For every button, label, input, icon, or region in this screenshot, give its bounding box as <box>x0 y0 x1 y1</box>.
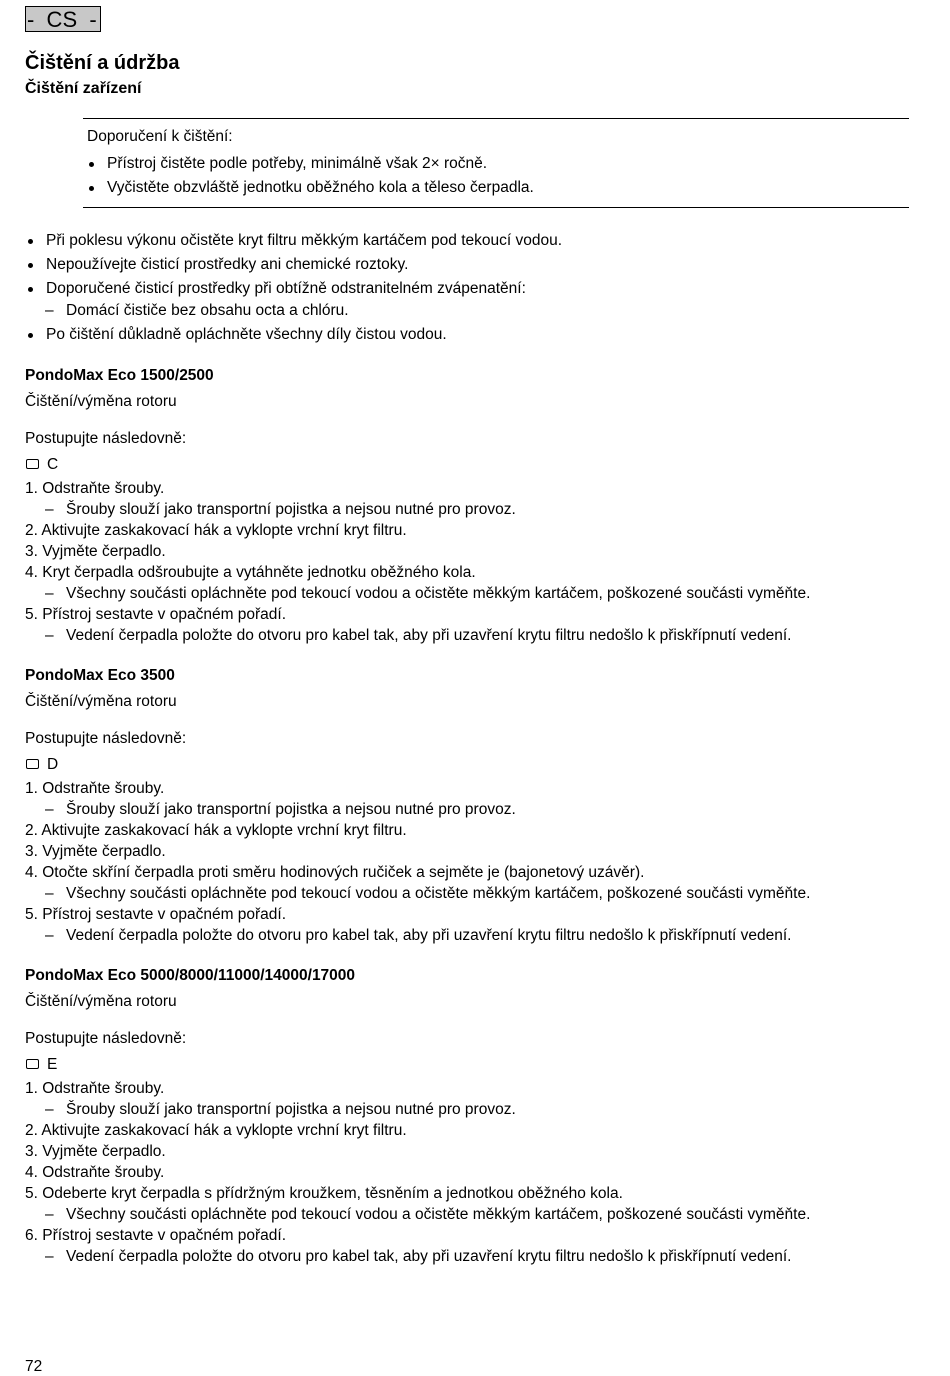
procedure-step: 4. Odstraňte šrouby. <box>25 1164 165 1181</box>
page-subtitle: Čištění zařízení <box>25 80 142 97</box>
procedure-step: 3. Vyjměte čerpadlo. <box>25 1143 166 1160</box>
procedure-note: Všechny součásti opláchněte pod tekoucí vodou a očistěte měkkým kartáčem, poškozené součásti vyměňte. <box>66 885 811 902</box>
procedure-step: 1. Odstraňte šrouby. <box>25 480 165 497</box>
procedure-step: 4. Otočte skříní čerpadla proti směru hodinových ručiček a sejměte je (bajonetový uzávěr). <box>25 864 645 881</box>
procedure-intro: Postupujte následovně: <box>25 1030 187 1047</box>
procedure-note: Vedení čerpadla položte do otvoru pro kabel tak, aby při uzavření krytu filtru nedošlo k přiskřípnutí vedení. <box>66 1248 792 1265</box>
general-bullet: Doporučené čisticí prostředky při obtížně odstranitelném zvápenatění: <box>46 280 526 297</box>
procedure-step: 5. Přístroj sestavte v opačném pořadí. <box>25 906 287 923</box>
procedure-step: 2. Aktivujte zaskakovací hák a vyklopte vrchní kryt filtru. <box>25 822 407 839</box>
dash-marker: – <box>45 1206 54 1223</box>
procedure-step: 5. Přístroj sestavte v opačném pořadí. <box>25 606 287 623</box>
section-subheading: Čištění/výměna rotoru <box>25 993 177 1010</box>
section-model-heading: PondoMax Eco 3500 <box>25 667 175 684</box>
recommendation-bullet: Přístroj čistěte podle potřeby, minimálně však 2× ročně. <box>107 155 488 172</box>
recommendation-bullet: Vyčistěte obzvláště jednotku oběžného kola a těleso čerpadla. <box>107 179 534 196</box>
figure-reference-label: C <box>47 456 59 473</box>
procedure-step: 3. Vyjměte čerpadlo. <box>25 543 166 560</box>
procedure-step: 2. Aktivujte zaskakovací hák a vyklopte vrchní kryt filtru. <box>25 1122 407 1139</box>
dash-marker: – <box>45 302 54 319</box>
section-model-heading: PondoMax Eco 5000/8000/11000/14000/17000 <box>25 967 356 984</box>
procedure-intro: Postupujte následovně: <box>25 430 187 447</box>
procedure-step: 1. Odstraňte šrouby. <box>25 1080 165 1097</box>
page-number: 72 <box>25 1358 43 1375</box>
figure-reference-icon <box>26 1059 39 1069</box>
dash-marker: – <box>45 885 54 902</box>
page-title: Čištění a údržba <box>25 52 180 74</box>
recommendation-heading: Doporučení k čištění: <box>87 128 233 145</box>
procedure-intro: Postupujte následovně: <box>25 730 187 747</box>
recommendation-top-rule <box>83 118 909 119</box>
dash-marker: – <box>45 1248 54 1265</box>
general-bullet: Po čištění důkladně opláchněte všechny díly čistou vodou. <box>46 326 447 343</box>
procedure-step: 2. Aktivujte zaskakovací hák a vyklopte vrchní kryt filtru. <box>25 522 407 539</box>
section-subheading: Čištění/výměna rotoru <box>25 693 177 710</box>
procedure-step: 4. Kryt čerpadla odšroubujte a vytáhněte jednotku oběžného kola. <box>25 564 476 581</box>
figure-reference-icon <box>26 459 39 469</box>
section-subheading: Čištění/výměna rotoru <box>25 393 177 410</box>
procedure-step: 3. Vyjměte čerpadlo. <box>25 843 166 860</box>
procedure-step: 5. Odeberte kryt čerpadla s přídržným kroužkem, těsněním a jednotkou oběžného kola. <box>25 1185 623 1202</box>
figure-reference-icon <box>26 759 39 769</box>
figure-reference-label: E <box>47 1056 58 1073</box>
general-bullet: Nepoužívejte čisticí prostředky ani chemické roztoky. <box>46 256 409 273</box>
procedure-step: 6. Přístroj sestavte v opačném pořadí. <box>25 1227 287 1244</box>
procedure-note: Vedení čerpadla položte do otvoru pro kabel tak, aby při uzavření krytu filtru nedošlo k přiskřípnutí vedení. <box>66 927 792 944</box>
dash-marker: – <box>45 927 54 944</box>
dash-marker: – <box>45 1101 54 1118</box>
procedure-step: 1. Odstraňte šrouby. <box>25 780 165 797</box>
dash-marker: – <box>45 585 54 602</box>
procedure-note: Šrouby slouží jako transportní pojistka a nejsou nutné pro provoz. <box>66 501 516 518</box>
recommendation-bottom-rule <box>83 207 909 208</box>
dash-marker: – <box>45 501 54 518</box>
procedure-note: Šrouby slouží jako transportní pojistka a nejsou nutné pro provoz. <box>66 801 516 818</box>
figure-reference-label: D <box>47 756 59 773</box>
procedure-note: Šrouby slouží jako transportní pojistka a nejsou nutné pro provoz. <box>66 1101 516 1118</box>
dash-marker: – <box>45 801 54 818</box>
general-bullet: Při poklesu výkonu očistěte kryt filtru měkkým kartáčem pod tekoucí vodou. <box>46 232 563 249</box>
procedure-note: Všechny součásti opláchněte pod tekoucí vodou a očistěte měkkým kartáčem, poškozené součásti vyměňte. <box>66 1206 811 1223</box>
general-dash-item: Domácí čističe bez obsahu octa a chlóru. <box>66 302 349 319</box>
procedure-note: Vedení čerpadla položte do otvoru pro kabel tak, aby při uzavření krytu filtru nedošlo k přiskřípnutí vedení. <box>66 627 792 644</box>
language-tag: - CS - <box>25 6 101 32</box>
dash-marker: – <box>45 627 54 644</box>
section-model-heading: PondoMax Eco 1500/2500 <box>25 367 214 384</box>
procedure-note: Všechny součásti opláchněte pod tekoucí vodou a očistěte měkkým kartáčem, poškozené součásti vyměňte. <box>66 585 811 602</box>
